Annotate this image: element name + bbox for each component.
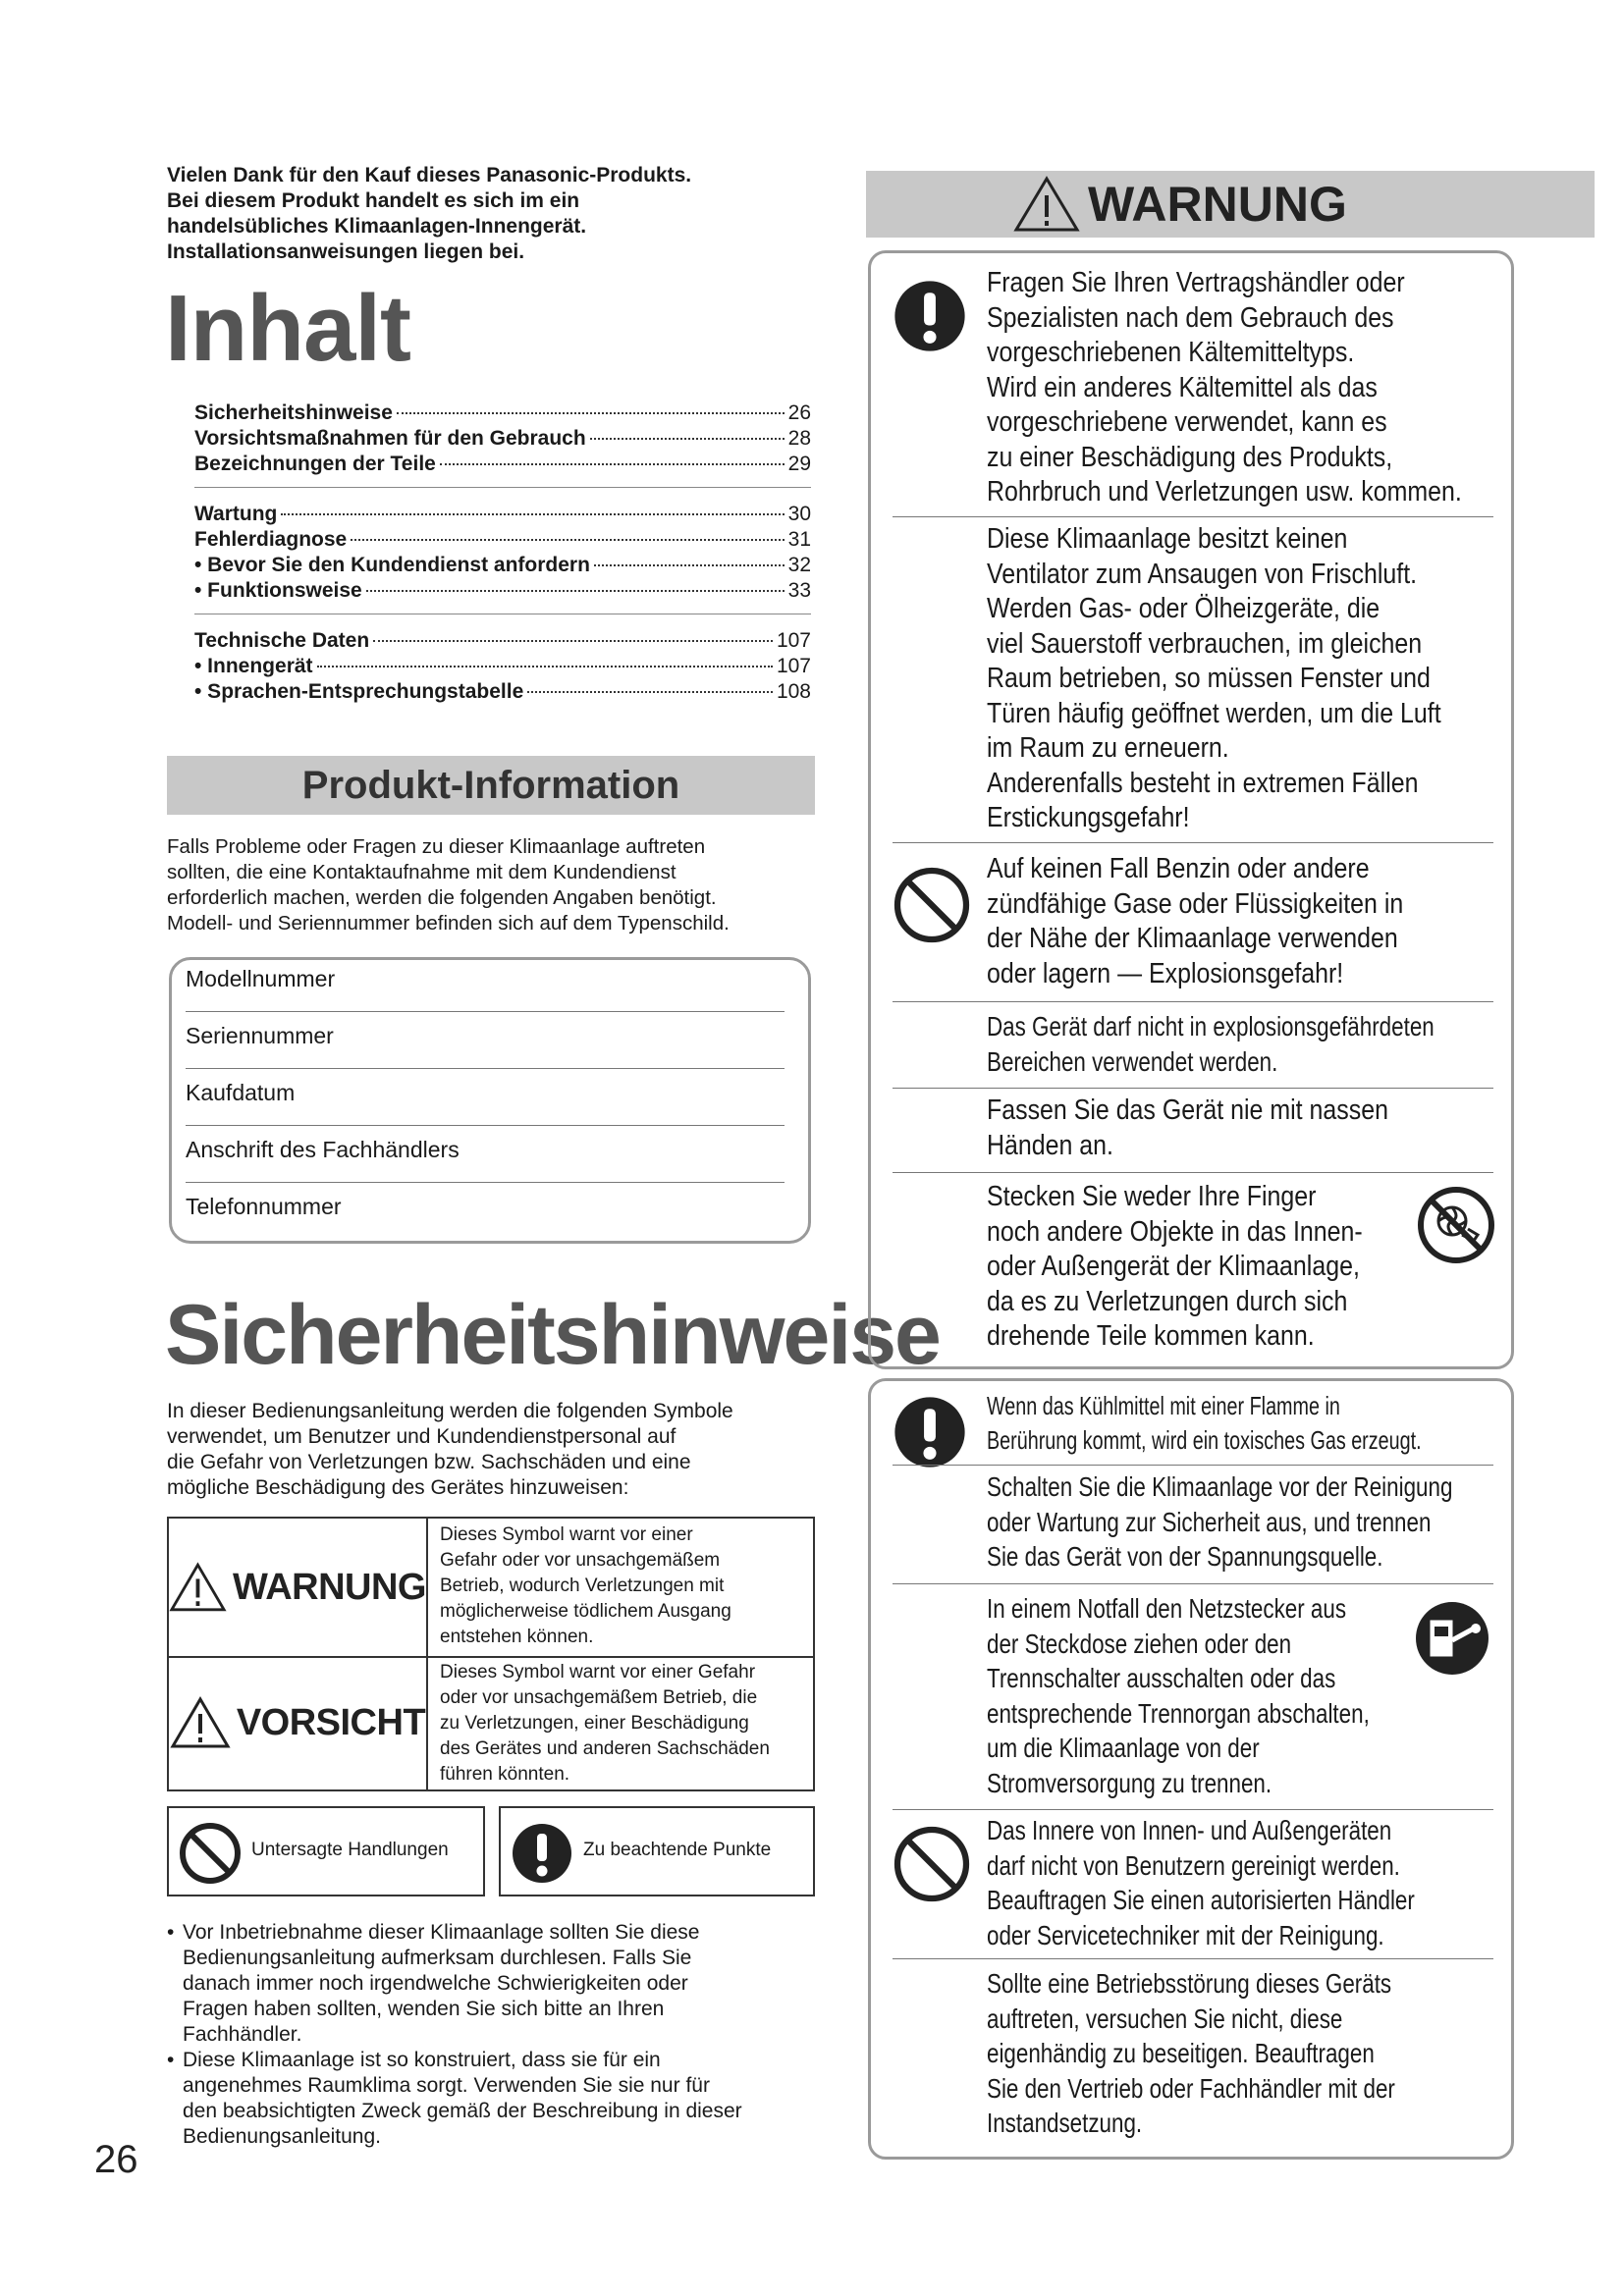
- product-info-text: [167, 834, 815, 936]
- warning-item: Sollte eine Betriebsstörung dieses Geräts auftreten, versuchen Sie nicht, diese eigenhändig zu beseitigen. Beauftragen Sie den Vertrieb oder Fachhändler mit der Instandsetzung.: [987, 1968, 1395, 2138]
- field-dealer-address: Anschrift des Fachhändlers: [186, 1135, 785, 1183]
- toc-entry[interactable]: Bezeichnungen der Teile 29: [194, 453, 811, 475]
- toc-entry[interactable]: • Innengerät 107: [194, 655, 811, 677]
- product-info-line: Falls Probleme oder Fragen zu dieser Klimaanlage auftreten: [167, 835, 706, 858]
- intro-line: Installationsanweisungen liegen bei.: [167, 240, 525, 263]
- toc-entry[interactable]: • Sprachen-Entsprechungstabelle 108: [194, 680, 811, 703]
- warning-item: Stecken Sie weder Ihre Finger noch andere Objekte in das Innen- oder Außengerät der Klimaanlage, da es zu Verletzungen durch sich drehende Teile kommen kann.: [987, 1181, 1363, 1352]
- symbol-word-warning: WARNUNG: [232, 1566, 426, 1608]
- mandatory-icon: [893, 279, 967, 353]
- warning-banner: [866, 171, 1595, 238]
- legend-prohibited: [167, 1806, 485, 1896]
- warning-item: Auf keinen Fall Benzin oder andere zündfähige Gase oder Flüssigkeiten in der Nähe der Klimaanlage verwenden oder lagern — Explosionsgefahr!: [987, 853, 1404, 989]
- prohibited-icon: [893, 1825, 971, 1903]
- caution-triangle-icon: [170, 1696, 231, 1749]
- page-number: 26: [94, 2138, 138, 2181]
- field-model-number: Modellnummer: [186, 964, 785, 1012]
- intro-line: Bei diesem Produkt handelt es sich im ein: [167, 189, 580, 212]
- product-record-box: [169, 957, 811, 1244]
- toc-group: [194, 628, 811, 715]
- warning-title: WARNUNG: [1088, 177, 1347, 232]
- list-item: • Vor Inbetriebnahme dieser Klimaanlage sollten Sie diese Bedienungsanleitung aufmerksam durchlesen. Falls Sie danach immer noch irgendwelche Schwierigkeiten oder Fragen haben sollten, wenden Sie sich bitte an Ihren Fachhändler.: [167, 1921, 700, 2046]
- toc-group: [194, 400, 811, 488]
- toc-entry[interactable]: Technische Daten 107: [194, 629, 811, 652]
- prohibited-icon: [893, 866, 971, 944]
- warning-item: Diese Klimaanlage besitzt keinen Ventilator zum Ansaugen von Frischluft. Werden Gas- oder Ölheizgeräte, die viel Sauerstoff verbrauchen, im gleichen Raum betrieben, so müssen Fenster und Türen häufig geöffnet werden, um die Luft im Raum zu erneuern. Anderenfalls besteht in extremen Fällen Erstickungsgefahr!: [987, 523, 1441, 833]
- table-of-contents: [194, 400, 811, 728]
- warning-item: Wenn das Kühlmittel mit einer Flamme in Berührung kommt, wird ein toxisches Gas erzeugt.: [987, 1391, 1422, 1455]
- no-hands-in-fan-icon: [1417, 1186, 1495, 1264]
- symbol-row-caution: [169, 1656, 813, 1789]
- legend-mandatory: [499, 1806, 815, 1896]
- symbol-legend-table: [167, 1517, 815, 1791]
- safety-heading: Sicherheitshinweise: [165, 1288, 940, 1382]
- product-info-line: erforderlich machen, werden die folgenden Angaben benötigt.: [167, 886, 717, 909]
- product-info-line: sollten, die eine Kontaktaufnahme mit dem Kundendienst: [167, 861, 677, 883]
- toc-entry[interactable]: Wartung 30: [194, 503, 811, 525]
- toc-entry[interactable]: • Funktionsweise 33: [194, 579, 811, 602]
- toc-entry[interactable]: Sicherheitshinweise 26: [194, 401, 811, 424]
- unplug-icon: [1413, 1599, 1491, 1678]
- mandatory-icon: [511, 1822, 573, 1885]
- toc-heading: Inhalt: [165, 276, 410, 381]
- list-item: • Diese Klimaanlage ist so konstruiert, dass sie für ein angenehmes Raumklima sorgt. Verwenden Sie sie nur für den beabsichtigten Zweck gemäß der Beschreibung in dieser Bedienungsanleitung.: [167, 2049, 742, 2148]
- safety-intro-line: In dieser Bedienungsanleitung werden die folgenden Symbole: [167, 1400, 733, 1422]
- legend-mandatory-label: Zu beachtende Punkte: [583, 1840, 772, 1860]
- safety-intro-line: mögliche Beschädigung des Gerätes hinzuweisen:: [167, 1476, 629, 1499]
- symbol-description: Dieses Symbol warnt vor einer Gefahr oder vor unsachgemäßem Betrieb, die zu Verletzungen, einer Beschädigung des Gerätes und anderen Sachschäden führen könnten.: [440, 1662, 770, 1785]
- warning-item: Das Gerät darf nicht in explosionsgefährdeten Bereichen verwendet werden.: [987, 1011, 1435, 1077]
- warning-item: Fragen Sie Ihren Vertragshändler oder Spezialisten nach dem Gebrauch des vorgeschriebenen Kältemitteltyps. Wird ein anderes Kältemittel als das vorgeschriebene verwendet, kann es zu einer Beschädigung des Produkts, Rohrbruch und Verletzungen usw. kommen.: [987, 267, 1462, 507]
- warning-box-2: [868, 1378, 1514, 2160]
- field-serial-number: Seriennummer: [186, 1021, 785, 1069]
- warning-triangle-icon: [1013, 176, 1080, 233]
- warning-item: In einem Notfall den Netzstecker aus der Steckdose ziehen oder den Trennschalter ausschalten oder das entsprechende Trennorgan abschalten, um die Klimaanlage von der Stromversorgung zu trennen.: [987, 1593, 1370, 1798]
- toc-entry[interactable]: Fehlerdiagnose 31: [194, 528, 811, 551]
- safety-bullet-list: [167, 1920, 823, 2150]
- toc-entry[interactable]: Vorsichtsmaßnahmen für den Gebrauch 28: [194, 427, 811, 450]
- field-phone-number: Telefonnummer: [186, 1194, 342, 1219]
- mandatory-icon: [893, 1395, 967, 1469]
- prohibited-icon: [179, 1822, 242, 1885]
- warning-item: Schalten Sie die Klimaanlage vor der Reinigung oder Wartung zur Sicherheit aus, und trennen Sie das Gerät von der Spannungsquelle.: [987, 1471, 1453, 1572]
- symbol-word-caution: VORSICHT: [236, 1701, 426, 1743]
- warning-box-1: [868, 250, 1514, 1369]
- symbol-row-warning: [169, 1519, 813, 1658]
- safety-intro-text: [167, 1399, 815, 1501]
- safety-intro-line: die Gefahr von Verletzungen bzw. Sachschäden und eine: [167, 1451, 691, 1473]
- product-info-heading: Produkt-Information: [167, 756, 815, 815]
- field-purchase-date: Kaufdatum: [186, 1078, 785, 1126]
- intro-text: [167, 163, 776, 265]
- safety-intro-line: verwendet, um Benutzer und Kundendienstpersonal auf: [167, 1425, 677, 1448]
- intro-line: Vielen Dank für den Kauf dieses Panasonic-Produkts.: [167, 164, 692, 187]
- legend-prohibited-label: Untersagte Handlungen: [251, 1840, 449, 1860]
- toc-group: [194, 502, 811, 614]
- warning-item: Das Innere von Innen- und Außengeräten darf nicht von Benutzern gereinigt werden. Beauftragen Sie einen autorisierten Händler oder Servicetechniker mit der Reinigung.: [987, 1815, 1415, 1950]
- symbol-description: Dieses Symbol warnt vor einer Gefahr oder vor unsachgemäßem Betrieb, wodurch Verletzungen mit möglicherweise tödlichem Ausgang entstehen können.: [440, 1524, 731, 1647]
- intro-line: handelsübliches Klimaanlagen-Innengerät.: [167, 215, 587, 238]
- toc-entry[interactable]: • Bevor Sie den Kundendienst anfordern 32: [194, 554, 811, 576]
- warning-triangle-icon: [169, 1561, 227, 1614]
- warning-item: Fassen Sie das Gerät nie mit nassen Händen an.: [987, 1095, 1388, 1161]
- product-info-line: Modell- und Seriennummer befinden sich auf dem Typenschild.: [167, 912, 730, 934]
